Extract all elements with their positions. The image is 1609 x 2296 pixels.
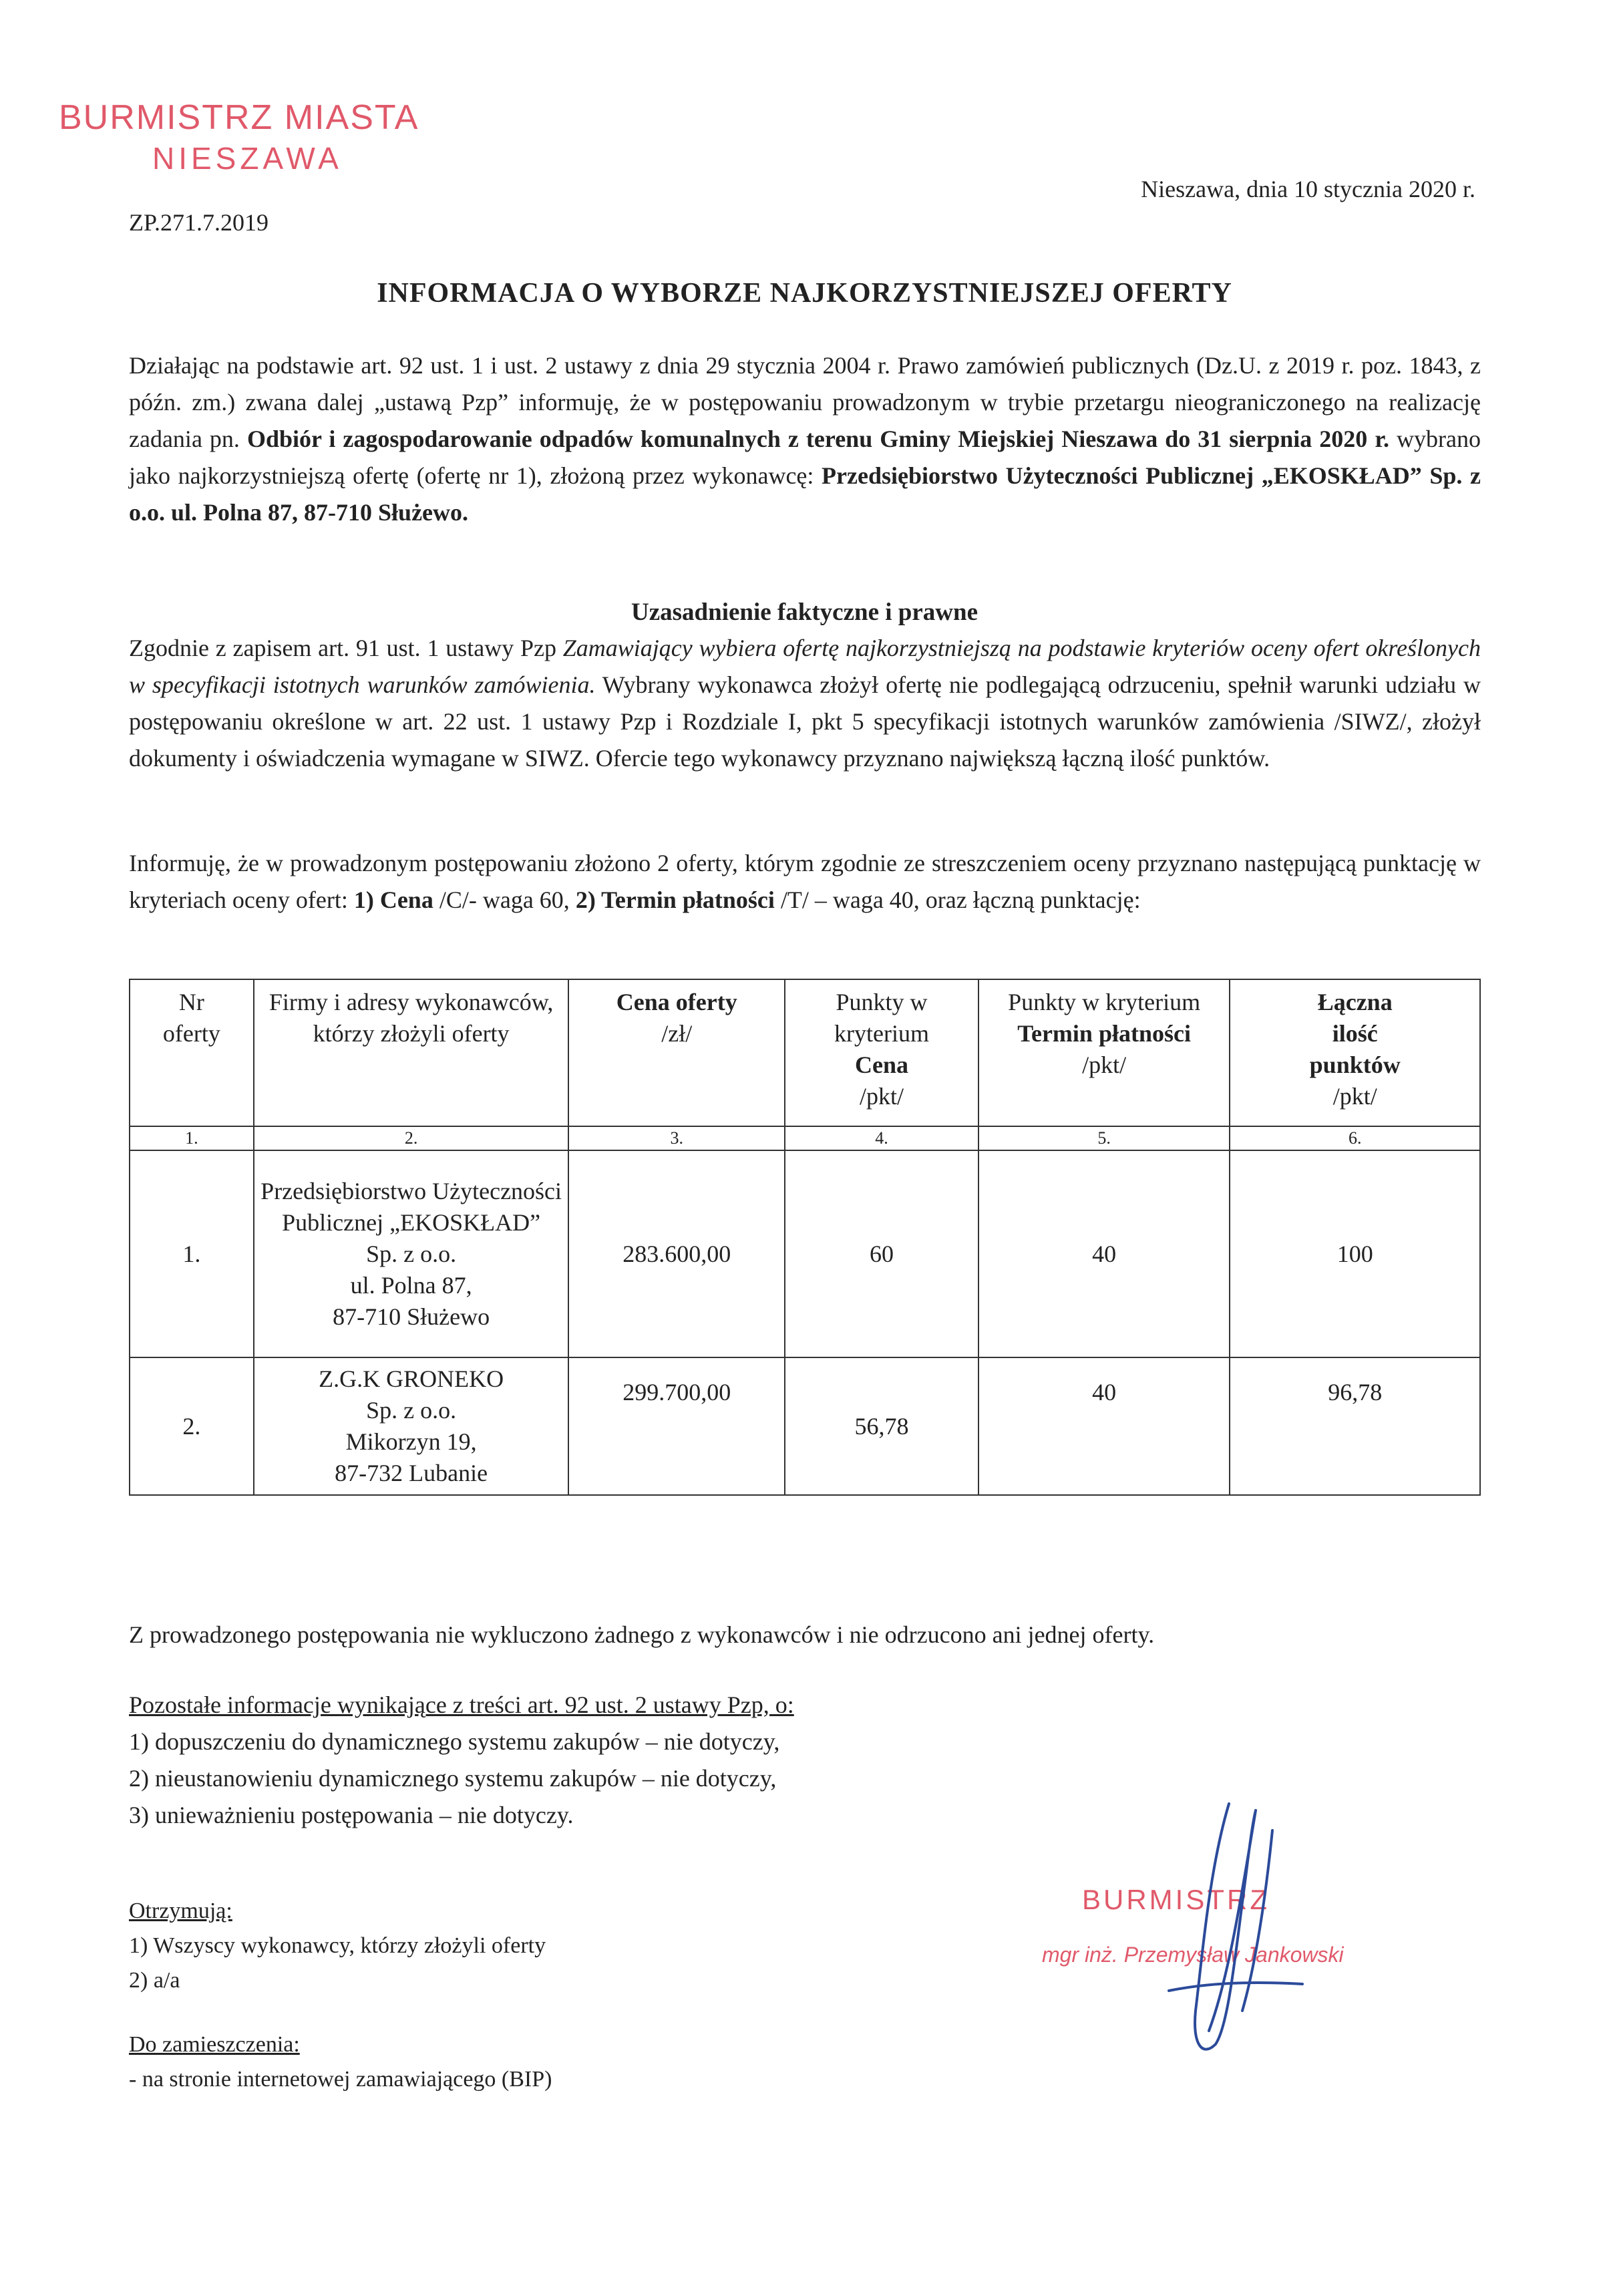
header-payment-term-points: Punkty w kryterium Termin płatności /pkt/ [978,979,1230,1126]
justification-paragraph [129,630,1481,777]
index-cell: 6. [1230,1126,1480,1150]
mayor-stamp [59,100,419,174]
other-information [129,1687,794,1834]
contractor-cell: Przedsiębiorstwo Użyteczności Publicznej „EKOSKŁAD” Sp. z o.o. ul. Polna 87, 87-710 Służewo [254,1150,569,1357]
criteria-text-1: Informuję, że w prowadzonym postępowaniu złożono 2 oferty, którym zgodnie ze streszczeniem oceny przyznano następującą punktację w kryteriach oceny ofert: [129,850,1481,913]
header-price: Cena oferty /zł/ [568,979,785,1126]
index-cell: 5. [978,1126,1230,1150]
header-offer-number: Nr oferty [130,979,254,1126]
table-index-row [130,1126,1480,1150]
other-info-heading: Pozostałe informacje wynikające z treści art. 92 ust. 2 ustawy Pzp, o: [129,1691,794,1718]
header-price-points: Punkty w kryterium Cena /pkt/ [785,979,978,1126]
offer-number: 1. [130,1150,254,1357]
table-row [130,1357,1480,1495]
list-item: 1) Wszyscy wykonawcy, którzy złożyli oferty [129,1933,546,1958]
offers-table [129,979,1481,1496]
index-cell: 4. [785,1126,978,1150]
contractor-cell: Z.G.K GRONEKO Sp. z o.o. Mikorzyn 19, 87-732 Lubanie [254,1357,569,1495]
contract-name: Odbiór i zagospodarowanie odpadów komunalnych z terenu Gminy Miejskiej Nieszawa do 31 sierpnia 2020 r. [246,426,1390,452]
recipients-heading: Otrzymują: [129,1899,232,1923]
header-total-points: Łączna ilość punktów /pkt/ [1230,979,1480,1126]
list-item: - na stronie internetowej zamawiającego (BIP) [129,2067,552,2092]
stamp-line-2: NIESZAWA [152,141,343,176]
criterion-payment-term: 2) Termin płatności [575,886,775,913]
index-cell: 3. [568,1126,785,1150]
payment-term-points: 40 [978,1150,1230,1357]
payment-term-points: 40 [978,1357,1230,1495]
document-title: INFORMACJA O WYBORZE NAJKORZYSTNIEJSZEJ OFERTY [377,278,1232,309]
posting-heading: Do zamieszczenia: [129,2032,300,2057]
list-item: 3) unieważnieniu postępowania – nie dotyczy. [129,1802,574,1828]
reference-number: ZP.271.7.2019 [129,209,269,236]
intro-paragraph [129,347,1481,531]
intro-text-3: wybrano jako najkorzystniejszą ofertę (ofertę nr 1), złożoną przez wykonawcę: [129,426,1481,489]
list-item: 2) nieustanowieniu dynamicznego systemu zakupów – nie dotyczy, [129,1765,777,1792]
signature-stamp-title: BURMISTRZ [1082,1884,1270,1915]
price-points: 60 [785,1150,978,1357]
total-points: 100 [1230,1150,1480,1357]
handwritten-signature [1129,1790,1329,2111]
justification-text-1: Zgodnie z zapisem art. 91 ust. 1 ustawy Pzp [129,635,563,661]
selected-contractor: Przedsiębiorstwo Użyteczności Publicznej „EKOSKŁAD” Sp. z o.o. ul. Polna 87, 87-710 Służewo. [129,462,1481,526]
offer-price: 283.600,00 [568,1150,785,1357]
offer-price: 299.700,00 [568,1357,785,1495]
list-item: 1) dopuszczeniu do dynamicznego systemu zakupów – nie dotyczy, [129,1728,780,1755]
criteria-paragraph [129,845,1481,919]
intro-text-1: Działając na podstawie art. 92 ust. 1 i ust. 2 ustawy z dnia 29 stycznia 2004 r. Prawo zamówień publicznych (Dz.U. z 2019 r. poz. 1843, z późn. zm.) zwana dalej „ustawą Pzp” informuję, że w postępowaniu prowadzonym w trybie przetargu nieograniczonego na realizację zadania pn. [129,352,1481,452]
recipients [129,1894,546,1998]
table-row [130,1150,1480,1357]
total-points: 96,78 [1230,1357,1480,1495]
index-cell: 2. [254,1126,569,1150]
offer-number: 2. [130,1357,254,1495]
criterion-price: 1) Cena [353,886,433,913]
header-contractors: Firmy i adresy wykonawców, którzy złożyli oferty [254,979,569,1126]
table-header-row [130,979,1480,1126]
index-cell: 1. [130,1126,254,1150]
posting-info [129,2027,552,2097]
justification-text-3: Wybrany wykonawca złożył ofertę nie podlegającą odrzuceniu, spełnił warunki udziału w postępowaniu określone w art. 22 ust. 1 ustawy Pzp i Rozdziale I, pkt 5 specyfikacji istotnych warunków zamówienia /SIWZ/, złożył dokumenty i oświadczenia wymagane w SIWZ. Ofercie tego wykonawcy przyznano największą łączną ilość punktów. [129,671,1481,772]
signature-stamp-name: mgr inż. Przemysław Jankowski [1042,1943,1344,1967]
list-item: 2) a/a [129,1968,180,1993]
criteria-text-5: /T/ – waga 40, oraz łączną punktację: [774,886,1141,913]
stamp-line-1: BURMISTRZ MIASTA [59,98,419,137]
exclusion-statement: Z prowadzonego postępowania nie wykluczono żadnego z wykonawców i nie odrzucono ani jednej oferty. [129,1621,1155,1648]
price-points: 56,78 [785,1357,978,1495]
justification-heading: Uzasadnienie faktyczne i prawne [631,599,978,626]
criteria-text-3: /C/- waga 60, [433,886,576,913]
document-date: Nieszawa, dnia 10 stycznia 2020 r. [1141,176,1475,202]
justification-quote: Zamawiający wybiera ofertę najkorzystniejszą na podstawie kryteriów oceny ofert określonych w specyfikacji istotnych warunków zamówienia. [129,635,1481,698]
